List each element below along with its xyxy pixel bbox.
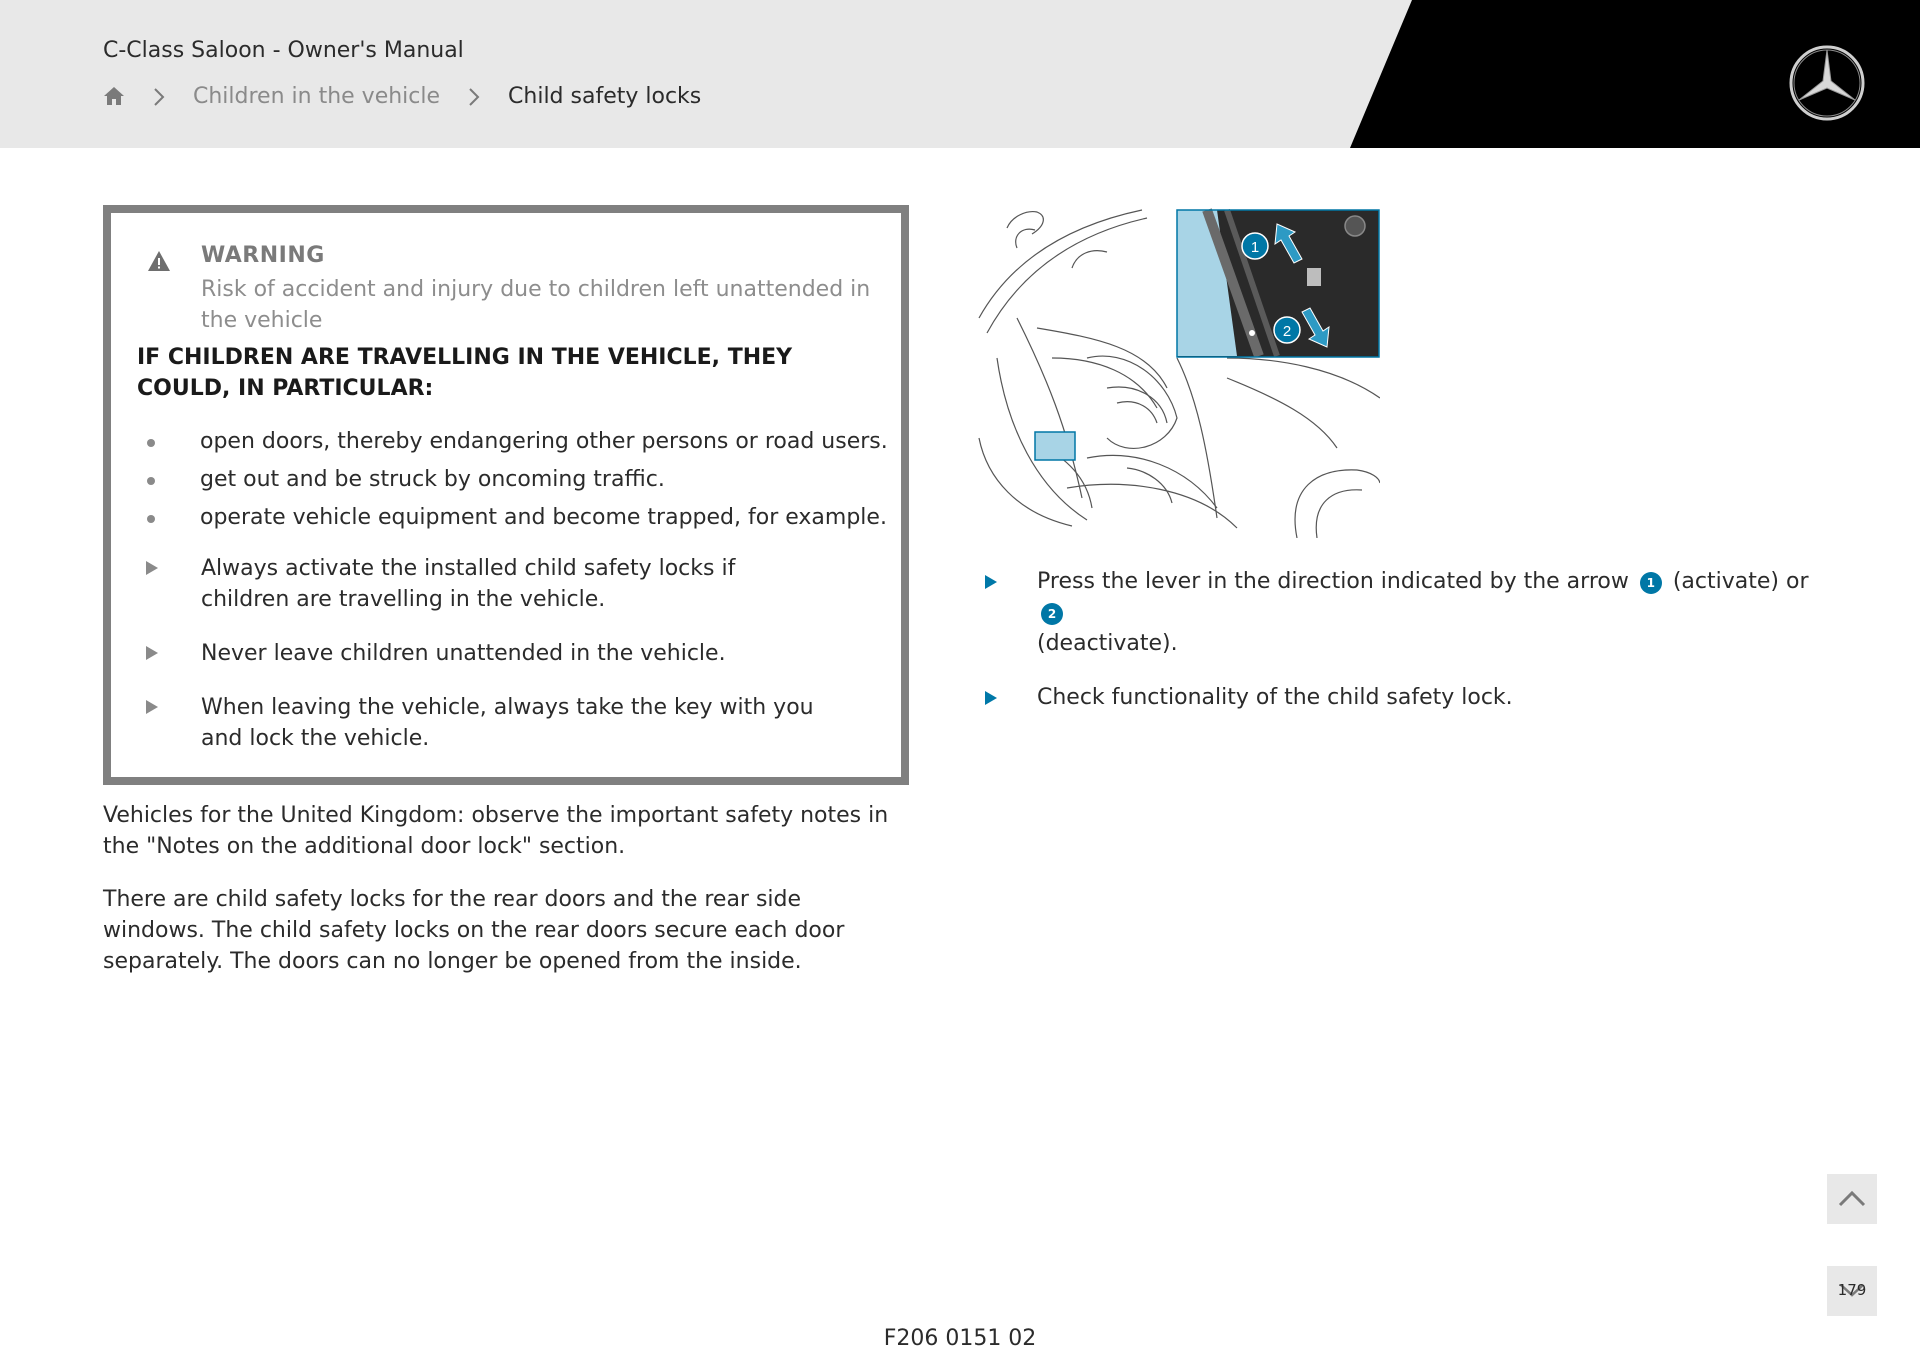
manual-title: C-Class Saloon - Owner's Manual (103, 38, 464, 63)
list-item (985, 566, 1837, 659)
action-arrow-icon (146, 646, 158, 660)
step1-text-b: (activate) or (1672, 569, 1809, 594)
door-illustration (977, 208, 1380, 538)
warning-action-list (137, 553, 821, 777)
action-text: Always activate the installed child safety locks if children are travelling in the vehicle. (201, 556, 736, 612)
warning-title: WARNING (201, 243, 325, 268)
breadcrumb-link-children[interactable]: Children in the vehicle (193, 83, 441, 109)
list-item (137, 638, 821, 669)
breadcrumb (103, 80, 701, 112)
footer-code: F206 0151 02 (883, 1326, 1037, 1351)
chevron-right-icon (153, 87, 165, 105)
callout-2-label: 2 (1282, 323, 1292, 340)
body-paragraph-locks: There are child safety locks for the rear doors and the rear side windows. The child safety locks on the rear doors secure each door separately. The doors can no longer be opened from the inside. (103, 887, 845, 974)
step-arrow-icon (985, 575, 997, 589)
bullet-dot-icon (147, 439, 155, 447)
bullet-dot-icon (147, 515, 155, 523)
warning-subtitle: Risk of accident and injury due to children left unattended in the vehicle (201, 277, 871, 333)
list-item (137, 553, 821, 615)
step-arrow-icon (985, 691, 997, 705)
breadcrumb-current: Child safety locks (508, 83, 702, 109)
action-text: When leaving the vehicle, always take the key with you and lock the vehicle. (201, 695, 814, 751)
scroll-down-button[interactable] (1827, 1266, 1877, 1316)
number-badge-2: 2 (1041, 603, 1063, 625)
list-item (985, 682, 1837, 713)
callout-1-label: 1 (1250, 239, 1260, 256)
step1-text-c: (deactivate). (1037, 631, 1178, 656)
list-item (137, 423, 888, 461)
list-item (137, 692, 821, 754)
number-badge-1: 1 (1640, 572, 1662, 594)
action-text: Never leave children unattended in the vehicle. (201, 641, 726, 666)
scroll-up-button[interactable] (1827, 1174, 1877, 1224)
warning-box (103, 205, 909, 785)
chevron-right-icon (468, 87, 480, 105)
bullet-dot-icon (147, 477, 155, 485)
chevron-up-icon (1827, 1174, 1877, 1224)
bullet-text: operate vehicle equipment and become trapped, for example. (200, 505, 887, 530)
warning-heading: IF CHILDREN ARE TRAVELLING IN THE VEHICLE, THEY COULD, IN PARTICULAR: (137, 345, 793, 401)
step1-text-a: Press the lever in the direction indicated by the arrow (1037, 569, 1629, 594)
instruction-steps (985, 566, 1837, 736)
bullet-text: get out and be struck by oncoming traffic. (200, 467, 665, 492)
action-arrow-icon (146, 700, 158, 714)
header (0, 0, 1920, 148)
list-item (137, 461, 888, 499)
page-number: 179 (1837, 1281, 1867, 1299)
action-arrow-icon (146, 561, 158, 575)
step2-text: Check functionality of the child safety lock. (1037, 685, 1513, 710)
home-icon[interactable] (103, 85, 125, 107)
mercedes-star-logo (1788, 44, 1866, 122)
latch-highlight (1035, 432, 1075, 460)
bullet-text: open doors, thereby endangering other persons or road users. (200, 429, 888, 454)
warning-bullet-list (137, 423, 888, 537)
body-paragraph-uk: Vehicles for the United Kingdom: observe the important safety notes in the "Notes on the additional door lock" section. (103, 803, 889, 859)
list-item (137, 499, 888, 537)
warning-triangle-icon (147, 250, 171, 272)
